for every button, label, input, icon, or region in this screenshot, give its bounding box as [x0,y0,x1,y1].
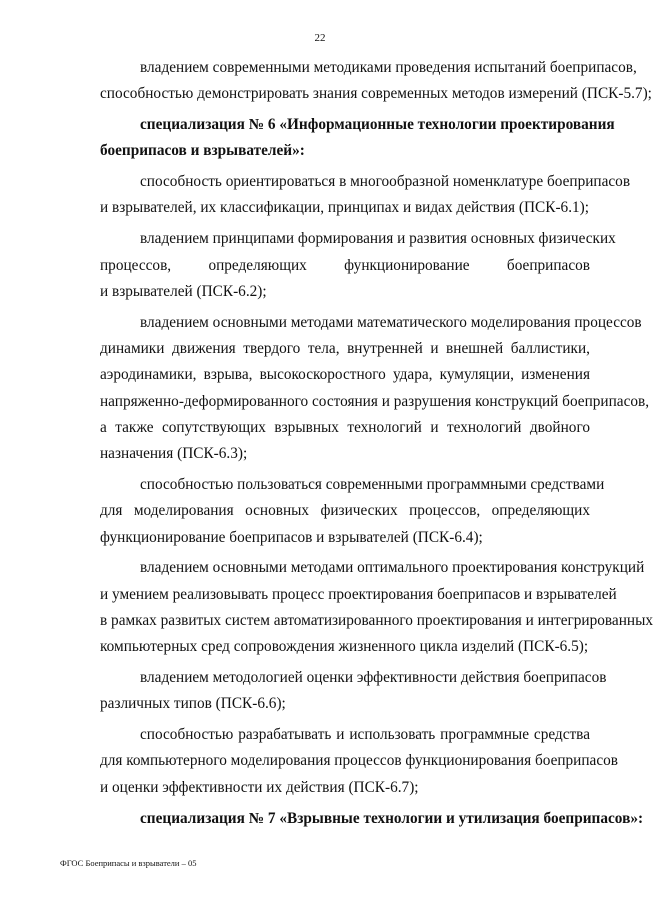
text-line: функционирование боеприпасов и взрывателей (ПСК-6.4); [100,528,483,546]
text-line: процессов, определяющих функционирование боеприпасов [100,256,590,274]
text-line: специализация № 6 «Информационные технологии проектирования [140,116,615,134]
text-line: различных типов (ПСК-6.6); [100,695,286,713]
page-footer: ФГОС Боеприпасы и взрыватели – 05 [60,858,197,868]
text-line: и взрывателей (ПСК-6.2); [100,282,267,300]
paragraph [60,169,631,222]
text-line: в рамках развитых систем автоматизированного проектирования и интегрированных [100,611,653,629]
paragraph [60,665,607,718]
text-line: способностью разрабатывать и использовать программные средства [140,726,590,744]
text-line: специализация № 7 «Взрывные технологии и утилизация боеприпасов»: [140,809,644,827]
text-line: владением методологией оценки эффективности действия боеприпасов [140,669,607,687]
paragraph [60,722,619,801]
text-line: способностью демонстрировать знания современных методов измерений (ПСК-5.7); [100,85,652,103]
text-line: и оценки эффективности их действия (ПСК-6.7); [100,778,419,796]
section-heading [60,112,615,165]
paragraph [60,310,650,468]
text-line: аэродинамики, взрыва, высокоскоростного удара, кумуляции, изменения [100,366,590,384]
text-line: назначения (ПСК-6.3); [100,445,248,463]
section-heading [60,806,644,832]
page-number: 22 [314,32,326,44]
text-line: а также сопутствующих взрывных технологий и технологий двойного [100,418,590,436]
paragraph [60,555,653,660]
text-line: и взрывателей, их классификации, принципах и видах действия (ПСК-6.1); [100,199,590,217]
text-line: способность ориентироваться в многообразной номенклатуре боеприпасов [140,173,631,191]
text-line: компьютерных сред сопровождения жизненного цикла изделий (ПСК-6.5); [100,638,589,656]
text-line: владением основными методами оптимального проектирования конструкций [140,559,645,577]
paragraph [60,226,616,305]
paragraph [60,472,605,551]
paragraph [60,55,652,108]
document-body [60,55,653,832]
text-line: владением современными методиками проведения испытаний боеприпасов, [140,59,637,76]
text-line: владением основными методами математического моделирования процессов [140,313,642,331]
text-line: и умением реализовывать процесс проектирования боеприпасов и взрывателей [100,585,617,603]
text-line: боеприпасов и взрывателей»: [100,142,305,160]
text-line: владением принципами формирования и развития основных физических [140,230,616,248]
text-line: динамики движения твердого тела, внутренней и внешней баллистики, [100,339,590,357]
text-line: напряженно-деформированного состояния и разрушения конструкций боеприпасов, [100,392,650,410]
text-line: способностью пользоваться современными программными средствами [140,475,605,493]
text-line: для компьютерного моделирования процессов функционирования боеприпасов [100,752,619,770]
text-line: для моделирования основных физических процессов, определяющих [100,502,590,520]
